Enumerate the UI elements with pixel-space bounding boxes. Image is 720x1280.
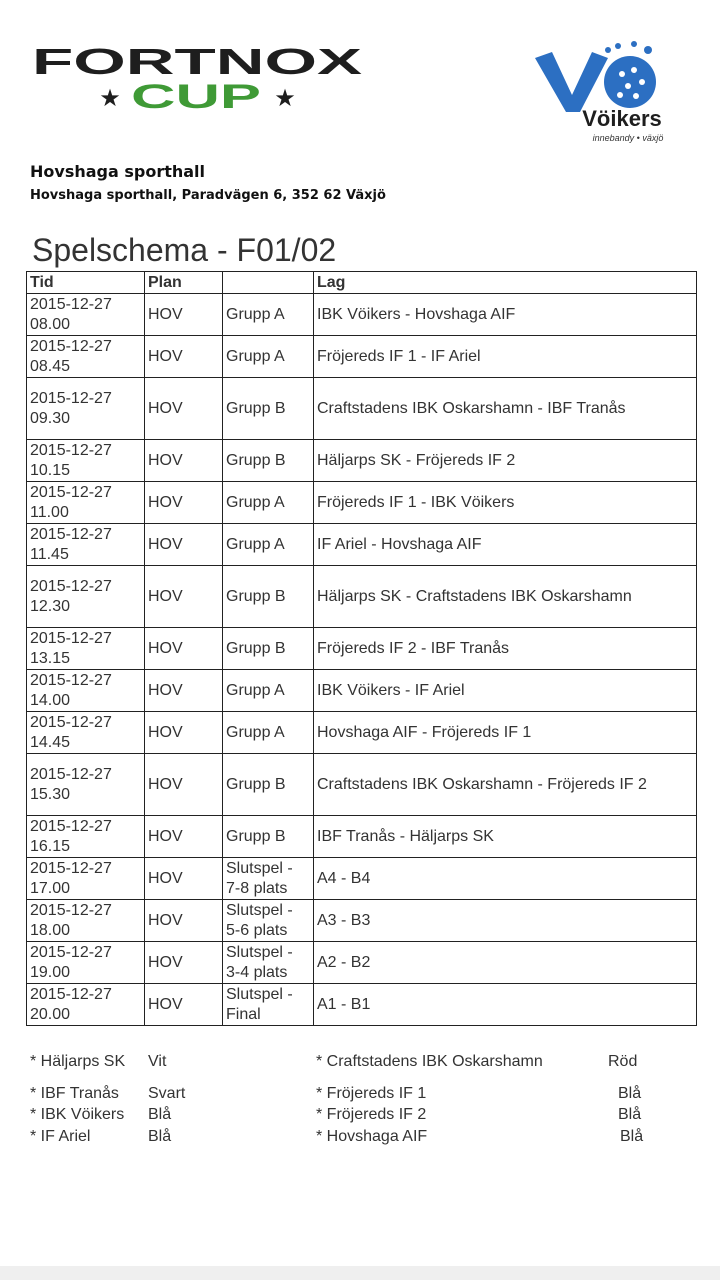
schedule-table [26, 271, 697, 1026]
time-cell: 2015-12-27 14.00 [27, 670, 145, 712]
table-row [27, 566, 697, 628]
time-cell: 2015-12-27 09.30 [27, 378, 145, 440]
group-cell: Slutspel - Final [223, 984, 314, 1026]
table-row [27, 858, 697, 900]
legend-team: * Craftstadens IBK Oskarshamn [316, 1053, 543, 1070]
match-cell: Fröjereds IF 1 - IF Ariel [314, 336, 697, 378]
time-cell: 2015-12-27 14.45 [27, 712, 145, 754]
plan-cell: HOV [145, 858, 223, 900]
match-cell: A1 - B1 [314, 984, 697, 1026]
legend-team: * Hovshaga AIF [316, 1128, 428, 1145]
time-cell: 2015-12-27 11.45 [27, 524, 145, 566]
match-cell: Craftstadens IBK Oskarshamn - Fröjereds IF 2 [314, 754, 697, 816]
venue-name: Hovshaga sporthall [30, 162, 206, 181]
column-header-lag: Lag [314, 272, 697, 294]
column-header-plan: Plan [145, 272, 223, 294]
plan-cell: HOV [145, 942, 223, 984]
match-cell: IF Ariel - Hovshaga AIF [314, 524, 697, 566]
plan-cell: HOV [145, 524, 223, 566]
fortnox-cup-logo [30, 44, 365, 114]
group-cell: Slutspel - 5-6 plats [223, 900, 314, 942]
plan-cell: HOV [145, 378, 223, 440]
table-row [27, 712, 697, 754]
plan-cell: HOV [145, 712, 223, 754]
legend-color: Blå [618, 1085, 642, 1102]
time-cell: 2015-12-27 15.30 [27, 754, 145, 816]
star-icon: ★ [99, 85, 121, 112]
column-header-group [223, 272, 314, 294]
group-cell: Grupp B [223, 378, 314, 440]
time-cell: 2015-12-27 18.00 [27, 900, 145, 942]
table-row [27, 816, 697, 858]
plan-cell: HOV [145, 336, 223, 378]
venue-address: Hovshaga sporthall, Paradvägen 6, 352 62 Växjö [30, 188, 386, 203]
table-row [27, 524, 697, 566]
match-cell: Craftstadens IBK Oskarshamn - IBF Tranås [314, 378, 697, 440]
group-cell: Grupp B [223, 754, 314, 816]
table-header-row [27, 272, 697, 294]
plan-cell: HOV [145, 440, 223, 482]
time-cell: 2015-12-27 08.00 [27, 294, 145, 336]
legend-team: * IBK Vöikers [30, 1106, 125, 1123]
legend-team: * IBF Tranås [30, 1085, 119, 1102]
voikers-logo [530, 40, 680, 145]
time-cell: 2015-12-27 11.00 [27, 482, 145, 524]
match-cell: Fröjereds IF 1 - IBK Vöikers [314, 482, 697, 524]
plan-cell: HOV [145, 628, 223, 670]
match-cell: IBK Vöikers - IF Ariel [314, 670, 697, 712]
time-cell: 2015-12-27 16.15 [27, 816, 145, 858]
plan-cell: HOV [145, 900, 223, 942]
group-cell: Slutspel - 7-8 plats [223, 858, 314, 900]
table-row [27, 670, 697, 712]
ball-icon [604, 56, 656, 108]
plan-cell: HOV [145, 566, 223, 628]
plan-cell: HOV [145, 754, 223, 816]
match-cell: Häljarps SK - Craftstadens IBK Oskarshamn [314, 566, 697, 628]
match-cell: Häljarps SK - Fröjereds IF 2 [314, 440, 697, 482]
v-shape-icon [535, 52, 608, 112]
group-cell: Grupp B [223, 440, 314, 482]
table-row [27, 628, 697, 670]
time-cell: 2015-12-27 20.00 [27, 984, 145, 1026]
match-cell: IBF Tranås - Häljarps SK [314, 816, 697, 858]
legend-color: Blå [148, 1106, 172, 1123]
group-cell: Grupp A [223, 712, 314, 754]
column-header-tid: Tid [27, 272, 145, 294]
legend-color: Blå [148, 1128, 172, 1145]
time-cell: 2015-12-27 12.30 [27, 566, 145, 628]
plan-cell: HOV [145, 294, 223, 336]
time-cell: 2015-12-27 17.00 [27, 858, 145, 900]
table-row [27, 294, 697, 336]
group-cell: Grupp B [223, 566, 314, 628]
page-title: Spelschema - F01/02 [32, 232, 337, 268]
match-cell: A3 - B3 [314, 900, 697, 942]
plan-cell: HOV [145, 816, 223, 858]
time-cell: 2015-12-27 19.00 [27, 942, 145, 984]
time-cell: 2015-12-27 08.45 [27, 336, 145, 378]
group-cell: Grupp A [223, 524, 314, 566]
group-cell: Slutspel - 3-4 plats [223, 942, 314, 984]
bottom-bar [0, 1266, 720, 1280]
plan-cell: HOV [145, 984, 223, 1026]
table-row [27, 900, 697, 942]
table-row [27, 440, 697, 482]
fortnox-logo-text: FORTNOX [32, 44, 362, 82]
voikers-logo-subtext: innebandy • växjö [592, 133, 664, 143]
star-icon: ★ [274, 85, 296, 112]
group-cell: Grupp A [223, 482, 314, 524]
table-row [27, 336, 697, 378]
group-cell: Grupp A [223, 670, 314, 712]
time-cell: 2015-12-27 13.15 [27, 628, 145, 670]
table-row [27, 378, 697, 440]
voikers-logo-text: Vöikers [582, 106, 662, 131]
group-cell: Grupp B [223, 816, 314, 858]
plan-cell: HOV [145, 670, 223, 712]
plan-cell: HOV [145, 482, 223, 524]
match-cell: Hovshaga AIF - Fröjereds IF 1 [314, 712, 697, 754]
time-cell: 2015-12-27 10.15 [27, 440, 145, 482]
legend-color: Blå [620, 1128, 644, 1145]
legend-color: Blå [618, 1106, 642, 1123]
table-row [27, 754, 697, 816]
legend-team: * Fröjereds IF 2 [316, 1106, 427, 1123]
group-cell: Grupp A [223, 294, 314, 336]
match-cell: A4 - B4 [314, 858, 697, 900]
match-cell: A2 - B2 [314, 942, 697, 984]
match-cell: IBK Vöikers - Hovshaga AIF [314, 294, 697, 336]
table-row [27, 942, 697, 984]
legend-color: Vit [148, 1053, 167, 1070]
table-row [27, 984, 697, 1026]
group-cell: Grupp A [223, 336, 314, 378]
group-cell: Grupp B [223, 628, 314, 670]
legend-team: * IF Ariel [30, 1128, 91, 1145]
match-cell: Fröjereds IF 2 - IBF Tranås [314, 628, 697, 670]
legend-color: Svart [148, 1085, 186, 1102]
legend-color: Röd [608, 1053, 638, 1070]
table-row [27, 482, 697, 524]
legend-team: * Häljarps SK [30, 1053, 126, 1070]
legend-team: * Fröjereds IF 1 [316, 1085, 427, 1102]
cup-logo-text: CUP [131, 78, 261, 114]
